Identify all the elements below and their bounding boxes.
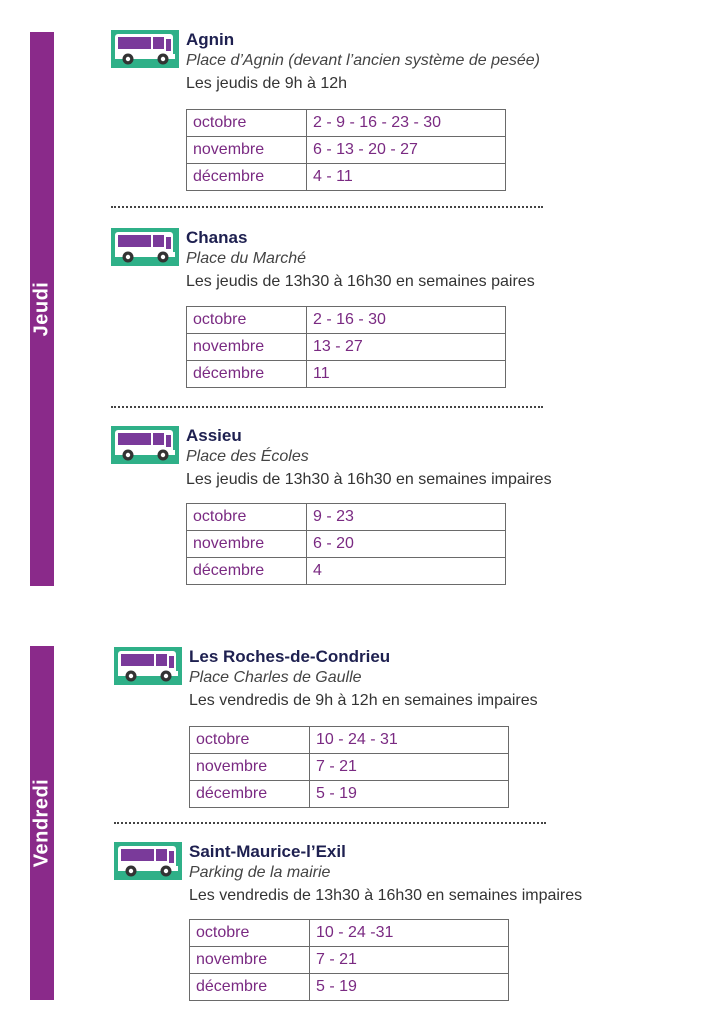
table-row xyxy=(190,754,509,781)
dates-cell: 6 - 13 - 20 - 27 xyxy=(307,137,506,164)
table-row xyxy=(190,974,509,1001)
place-name: Place d’Agnin (devant l’ancien système de pesée) xyxy=(186,52,540,69)
month-cell: octobre xyxy=(187,110,307,137)
place-name: Place du Marché xyxy=(186,250,307,267)
hours-text: Les jeudis de 13h30 à 16h30 en semaines impaires xyxy=(186,471,552,488)
table-row xyxy=(187,361,506,388)
table-row xyxy=(187,558,506,585)
dates-cell: 7 - 21 xyxy=(310,754,509,781)
dotted-separator xyxy=(114,822,546,824)
dates-cell: 2 - 9 - 16 - 23 - 30 xyxy=(307,110,506,137)
entry-header xyxy=(186,30,540,96)
bus-icon xyxy=(114,647,182,685)
bus-icon xyxy=(111,228,179,266)
dates-cell: 5 - 19 xyxy=(310,974,509,1001)
month-cell: novembre xyxy=(190,947,310,974)
dates-cell: 4 xyxy=(307,558,506,585)
dates-cell: 2 - 16 - 30 xyxy=(307,307,506,334)
hours-text: Les vendredis de 13h30 à 16h30 en semaines impaires xyxy=(189,887,583,904)
day-bar-jeudi xyxy=(30,32,54,586)
table-row xyxy=(187,110,506,137)
month-cell: décembre xyxy=(187,558,307,585)
dotted-separator xyxy=(111,206,543,208)
schedule-table xyxy=(189,726,509,808)
schedule-table xyxy=(189,919,509,1001)
town-name: Les Roches-de-Condrieu xyxy=(189,647,391,666)
day-label: Jeudi xyxy=(30,281,53,337)
month-cell: octobre xyxy=(187,307,307,334)
entry-header xyxy=(189,842,582,908)
table-row xyxy=(190,947,509,974)
table-row xyxy=(190,727,509,754)
town-name: Agnin xyxy=(186,30,235,49)
dates-cell: 4 - 11 xyxy=(307,164,506,191)
table-row xyxy=(187,164,506,191)
entry-header xyxy=(186,228,535,294)
hours-text: Les jeudis de 13h30 à 16h30 en semaines paires xyxy=(186,273,535,290)
dates-cell: 9 - 23 xyxy=(307,504,506,531)
schedule-table xyxy=(186,503,506,585)
bus-icon xyxy=(114,842,182,880)
dates-cell: 10 - 24 - 31 xyxy=(310,727,509,754)
place-name: Place des Écoles xyxy=(186,448,309,465)
month-cell: octobre xyxy=(190,727,310,754)
month-cell: décembre xyxy=(190,781,310,808)
dates-cell: 13 - 27 xyxy=(307,334,506,361)
month-cell: octobre xyxy=(187,504,307,531)
dates-cell: 6 - 20 xyxy=(307,531,506,558)
month-cell: novembre xyxy=(187,334,307,361)
month-cell: octobre xyxy=(190,920,310,947)
month-cell: novembre xyxy=(187,137,307,164)
month-cell: novembre xyxy=(187,531,307,558)
bus-icon xyxy=(111,30,179,68)
table-row xyxy=(187,137,506,164)
table-row xyxy=(187,504,506,531)
entry-header xyxy=(186,426,552,492)
schedule-table xyxy=(186,306,506,388)
bus-icon xyxy=(111,426,179,464)
place-name: Parking de la mairie xyxy=(189,864,331,881)
month-cell: novembre xyxy=(190,754,310,781)
town-name: Saint-Maurice-l’Exil xyxy=(189,842,346,861)
town-name: Chanas xyxy=(186,228,248,247)
dates-cell: 5 - 19 xyxy=(310,781,509,808)
month-cell: décembre xyxy=(190,974,310,1001)
schedule-table xyxy=(186,109,506,191)
table-row xyxy=(187,531,506,558)
hours-text: Les vendredis de 9h à 12h en semaines impaires xyxy=(189,692,538,709)
table-row xyxy=(190,781,509,808)
dotted-separator xyxy=(111,406,543,408)
entry-header xyxy=(189,647,538,713)
dates-cell: 11 xyxy=(307,361,506,388)
dates-cell: 7 - 21 xyxy=(310,947,509,974)
month-cell: décembre xyxy=(187,164,307,191)
town-name: Assieu xyxy=(186,426,242,445)
month-cell: décembre xyxy=(187,361,307,388)
table-row xyxy=(187,307,506,334)
table-row xyxy=(187,334,506,361)
dates-cell: 10 - 24 -31 xyxy=(310,920,509,947)
day-bar-vendredi xyxy=(30,646,54,1000)
place-name: Place Charles de Gaulle xyxy=(189,669,362,686)
day-label: Vendredi xyxy=(30,778,53,868)
table-row xyxy=(190,920,509,947)
hours-text: Les jeudis de 9h à 12h xyxy=(186,75,348,92)
